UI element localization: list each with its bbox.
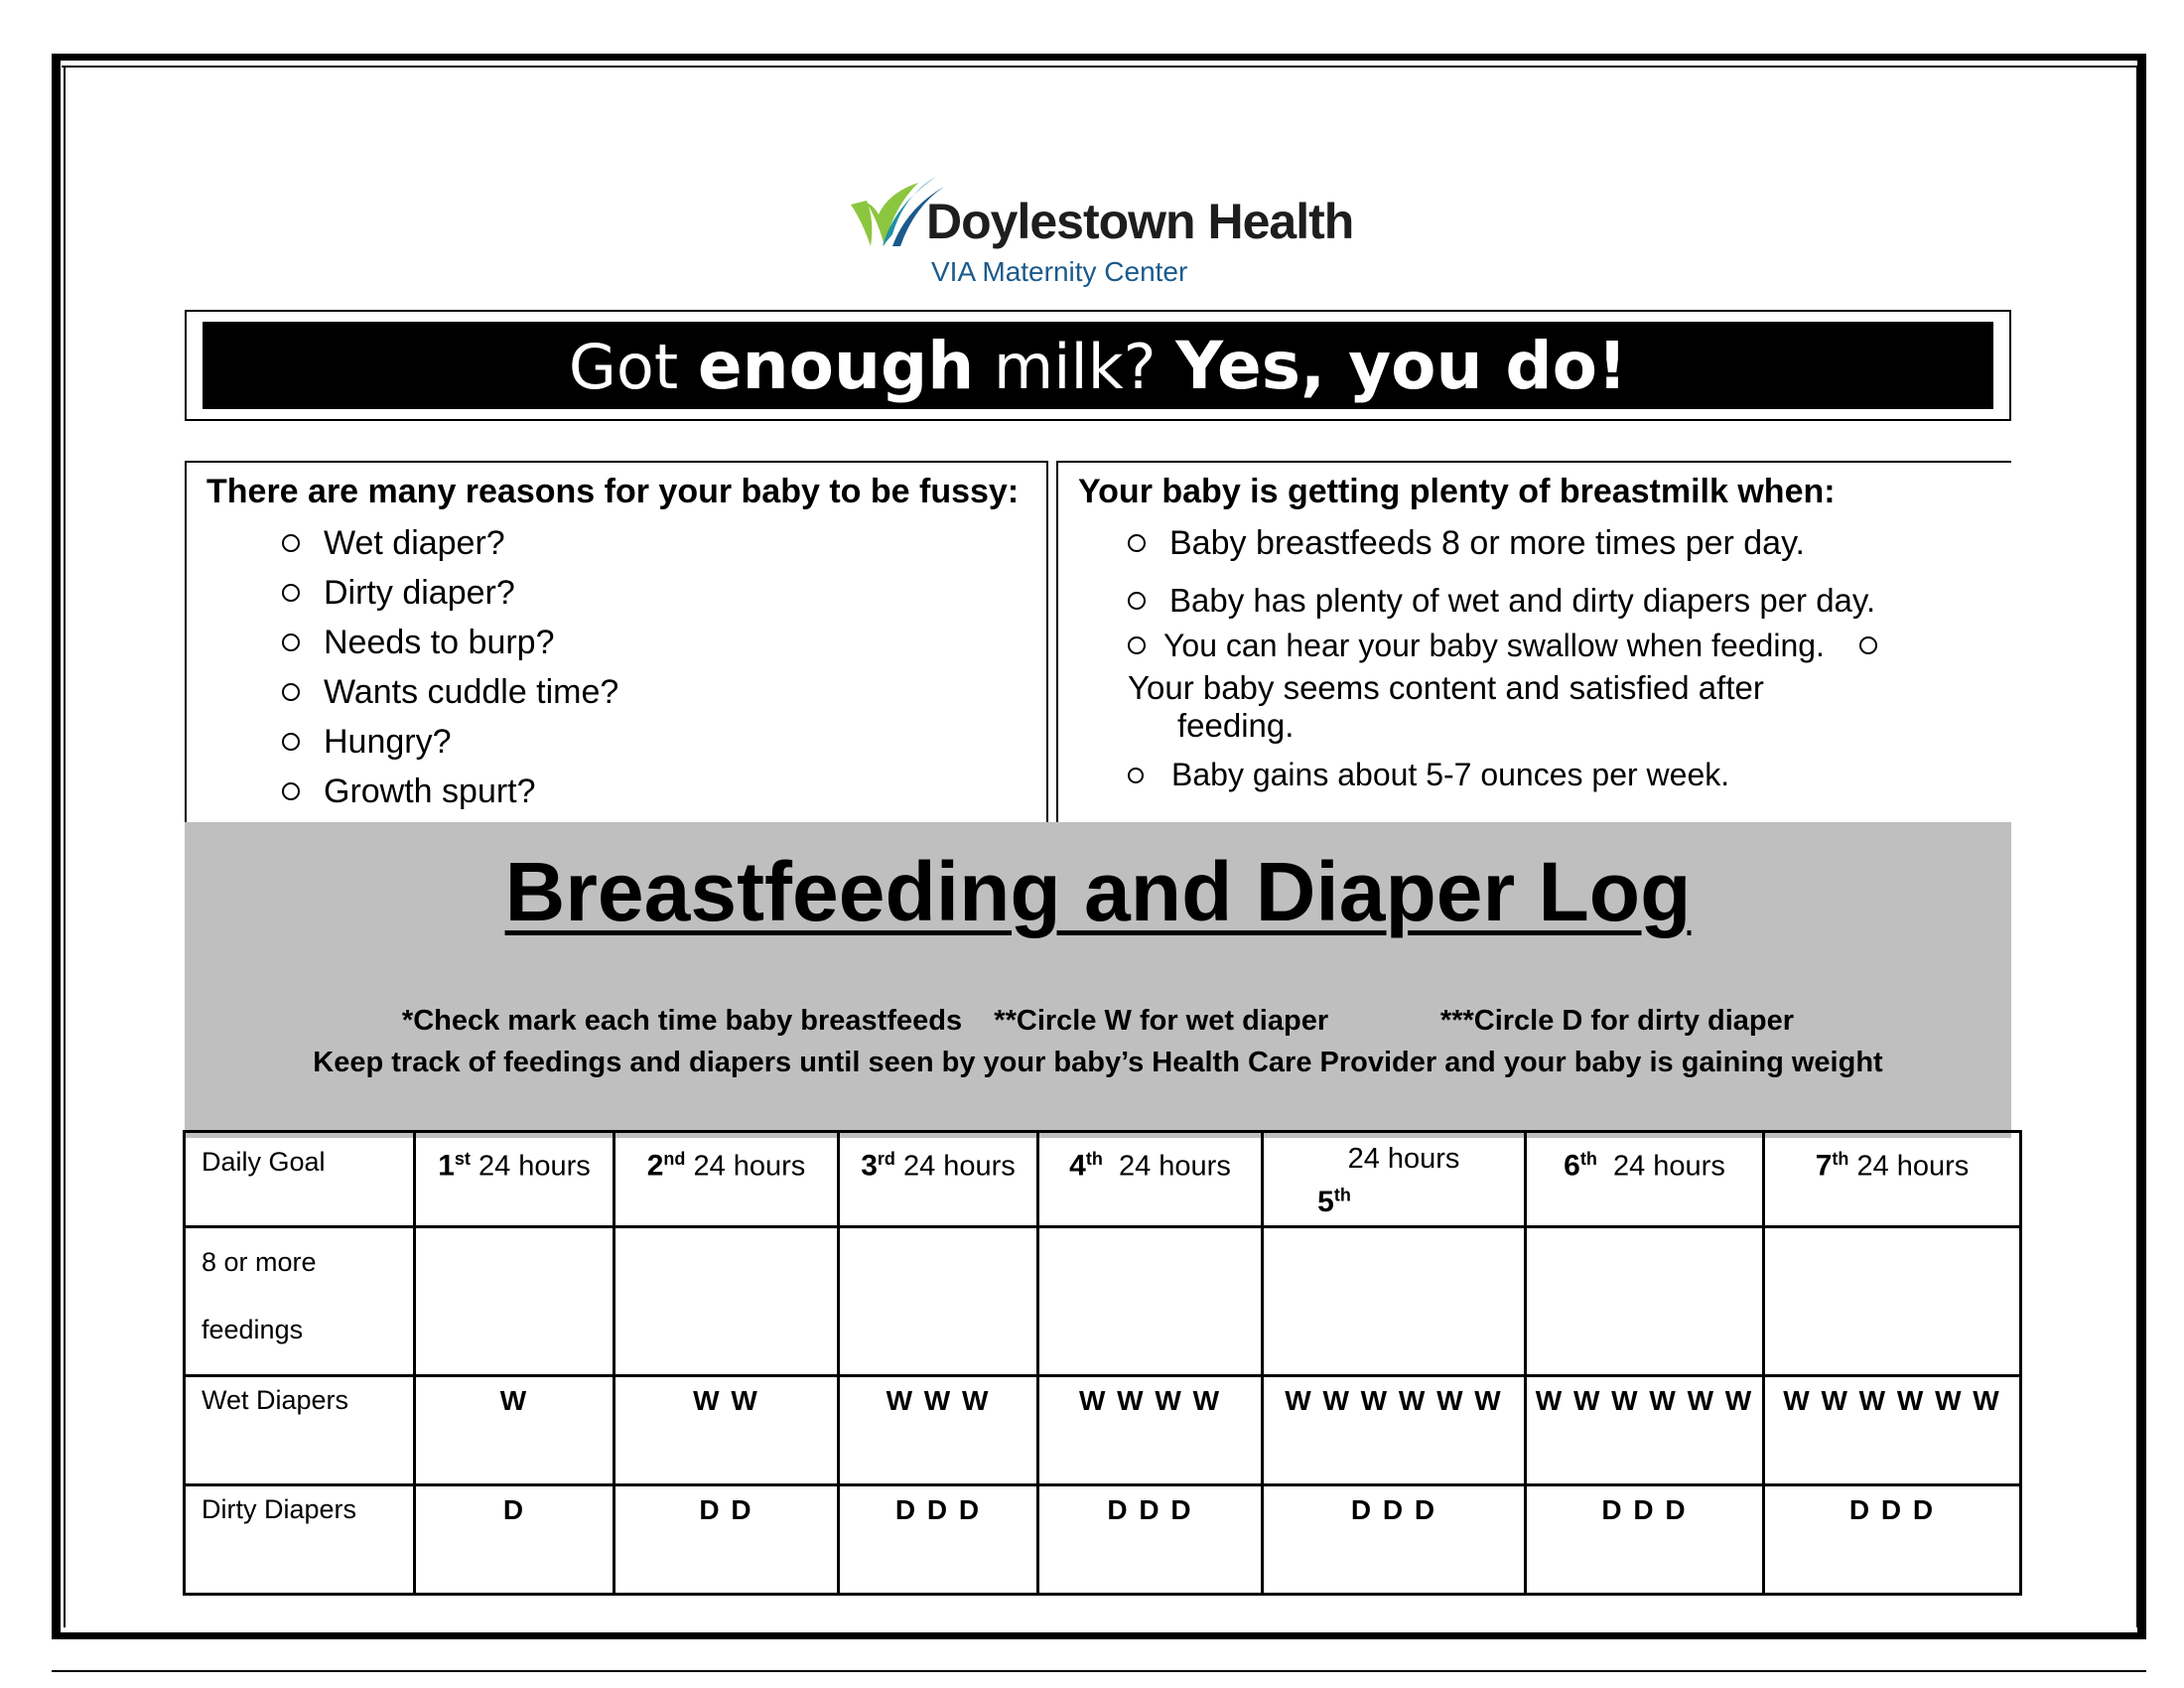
feeding-cell[interactable] [415, 1227, 614, 1376]
feedings-label: 8 or more feedings [185, 1227, 415, 1376]
feeding-cell[interactable] [1764, 1227, 2021, 1376]
bullet-circle-icon [282, 534, 300, 552]
log-instructions: *Check mark each time baby breastfeeds **Circle W for wet diaper ***Circle D for dirty diaper [401, 1005, 1795, 1037]
list-item: Growth spurt? [282, 773, 618, 822]
list-item: Your baby seems content and satisfied after feeding. [1128, 669, 1764, 744]
table-row [185, 1376, 2021, 1485]
logo-subtitle: VIA Maternity Center [931, 256, 1188, 287]
dirty-diaper-cell[interactable]: D D D [1263, 1485, 1526, 1595]
dirty-diaper-cell[interactable]: D D D [839, 1485, 1038, 1595]
dirty-diaper-cell[interactable]: D D D [1764, 1485, 2021, 1595]
dirty-diaper-cell[interactable]: D [415, 1485, 614, 1595]
fussy-reasons-box [185, 461, 1048, 824]
log-tracking-note: Keep track of feedings and diapers until seen by your baby’s Health Care Provider and your baby is gaining weight [313, 1047, 1883, 1078]
wet-diaper-cell[interactable]: W W W W W W [1526, 1376, 1764, 1485]
bullet-circle-icon [1128, 592, 1146, 610]
list-item: Hungry? [282, 723, 618, 773]
list-item: You can hear your baby swallow when feeding. [1128, 628, 1877, 664]
bullet-circle-icon [1128, 768, 1144, 783]
list-item: Wants cuddle time? [282, 673, 618, 723]
feeding-cell[interactable] [614, 1227, 839, 1376]
plenty-heading: Your baby is getting plenty of breastmilk when: [1078, 473, 1836, 510]
day-3-header: 3rd 24 hours [839, 1132, 1038, 1227]
dirty-diaper-cell[interactable]: D D D [1526, 1485, 1764, 1595]
table-row [185, 1227, 2021, 1376]
doylestown-health-logo [849, 171, 1365, 295]
frame-inner-line [64, 66, 66, 1627]
wet-diaper-cell[interactable]: W [415, 1376, 614, 1485]
table-row [185, 1485, 2021, 1595]
wet-diaper-cell[interactable]: W W W W [1038, 1376, 1263, 1485]
frame-inner-line [2136, 66, 2138, 1627]
log-header-panel [185, 822, 2011, 1138]
list-item: Wet diaper? [282, 524, 618, 574]
day-7-header: 7th 24 hours [1764, 1132, 2021, 1227]
list-item: Dirty diaper? [282, 574, 618, 624]
bullet-circle-icon [282, 683, 300, 701]
bullet-circle-icon [282, 633, 300, 651]
day-4-header: 4th 24 hours [1038, 1132, 1263, 1227]
bullet-circle-icon [1128, 636, 1146, 654]
dirty-diaper-cell[interactable]: D D [614, 1485, 839, 1595]
bullet-circle-icon [1128, 534, 1146, 552]
wet-diaper-cell[interactable]: W W W [839, 1376, 1038, 1485]
breastfeeding-diaper-log-table [183, 1130, 2022, 1596]
list-item: Baby has plenty of wet and dirty diapers per day. [1128, 582, 1875, 620]
wet-diapers-label: Wet Diapers [185, 1376, 415, 1485]
table-row [185, 1132, 2021, 1227]
feeding-cell[interactable] [1038, 1227, 1263, 1376]
day-1-header: 1st 24 hours [415, 1132, 614, 1227]
feeding-cell[interactable] [1263, 1227, 1526, 1376]
wet-diaper-cell[interactable]: W W W W W W [1764, 1376, 2021, 1485]
headline-emphasis: enough [697, 328, 975, 404]
list-item: Baby breastfeeds 8 or more times per day. [1128, 524, 1805, 563]
list-item: Needs to burp? [282, 624, 618, 673]
dirty-diapers-label: Dirty Diapers [185, 1485, 415, 1595]
daily-goal-header: Daily Goal [185, 1132, 415, 1227]
headline-answer: Yes, you do! [1175, 328, 1628, 404]
wet-diaper-cell[interactable]: W W W W W W [1263, 1376, 1526, 1485]
dirty-diaper-cell[interactable]: D D D [1038, 1485, 1263, 1595]
frame-inner-line [62, 66, 2138, 68]
headline-part: Got [568, 331, 698, 403]
bullet-circle-icon [282, 584, 300, 602]
headline-banner [203, 322, 1993, 409]
list-item: Baby gains about 5-7 ounces per week. [1128, 757, 1729, 793]
bullet-circle-icon [1859, 636, 1877, 654]
feeding-cell[interactable] [1526, 1227, 1764, 1376]
fussy-heading: There are many reasons for your baby to be fussy: [206, 473, 1020, 510]
fussy-list [282, 524, 618, 822]
day-2-header: 2nd 24 hours [614, 1132, 839, 1227]
day-5-header: 24 hours 5th [1263, 1132, 1526, 1227]
day-6-header: 6th 24 hours [1526, 1132, 1764, 1227]
bullet-circle-icon [282, 782, 300, 800]
headline-part: milk? [974, 331, 1176, 403]
headline-box [185, 310, 2011, 421]
plenty-milk-box [1056, 461, 2011, 824]
logo-name: Doylestown Health [926, 194, 1354, 249]
feeding-cell[interactable] [839, 1227, 1038, 1376]
log-title: Breastfeeding and Diaper Log [504, 845, 1692, 938]
wet-diaper-cell[interactable]: W W [614, 1376, 839, 1485]
bullet-circle-icon [282, 733, 300, 751]
bottom-rule [52, 1670, 2146, 1672]
